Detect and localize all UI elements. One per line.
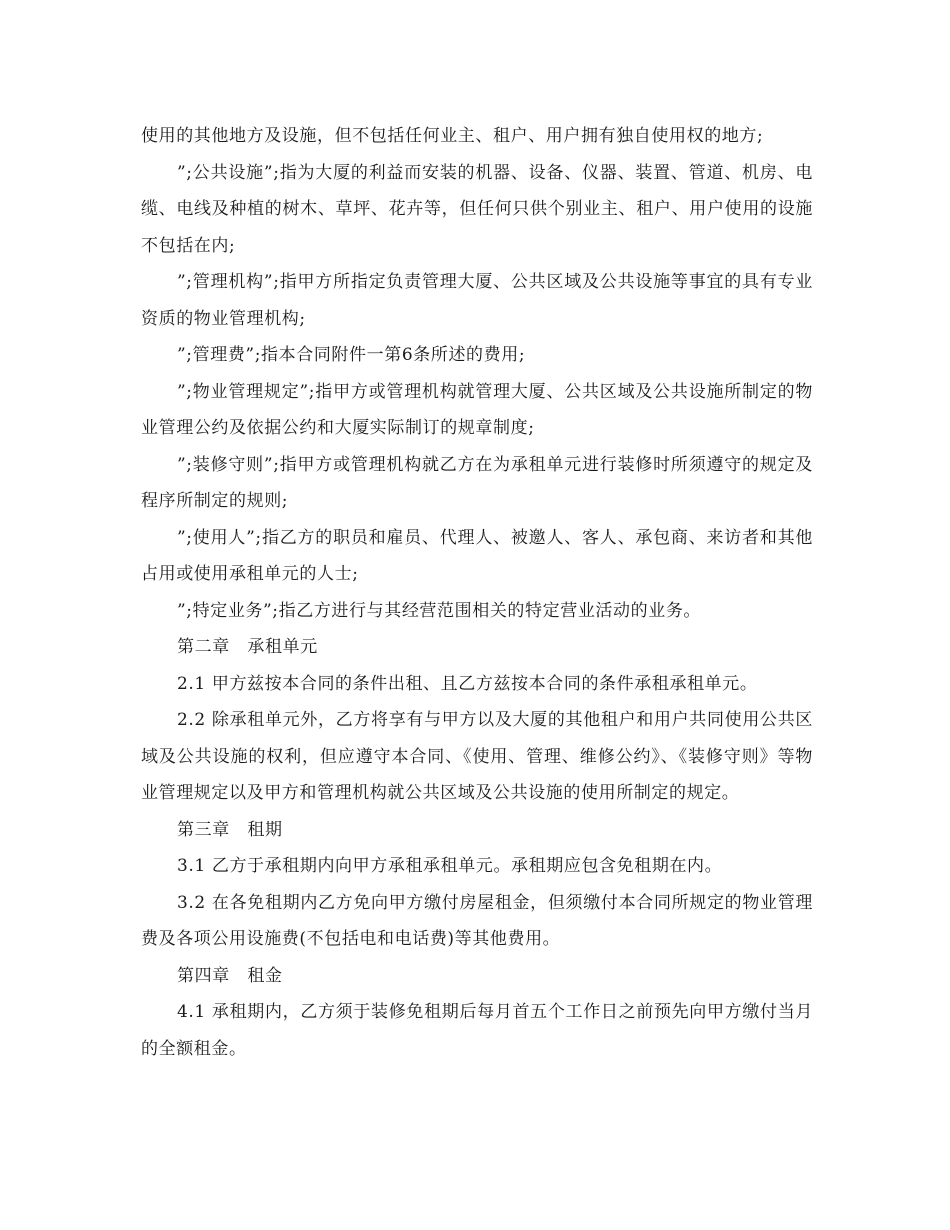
chapter-heading: 第三章 租期	[177, 819, 283, 840]
paragraph: 4.1 承租期内，乙方须于装修免租期后每月首五个工作日之前预先向甲方缴付当月的全额租金。	[141, 1002, 813, 1059]
paragraph: ”;管理费”;指本合同附件一第6条所述的费用;	[177, 345, 526, 365]
paragraph: 使用的其他地方及设施，但不包括任何业主、租户、用户拥有独自使用权的地方;	[141, 126, 764, 146]
paragraph: 2.1 甲方兹按本合同的条件出租、且乙方兹按本合同的条件承租承租单元。	[177, 673, 758, 694]
paragraph: ”;特定业务”;指乙方进行与其经营范围相关的特定营业活动的业务。	[177, 600, 702, 621]
paragraph: ”;物业管理规定”;指甲方或管理机构就管理大厦、公共区域及公共设施所制定的物业管理公约及依据公约和大厦实际制订的规章制度;	[141, 381, 813, 438]
document-body	[141, 118, 813, 1067]
paragraph: 3.2 在各免租期内乙方免向甲方缴付房屋租金，但须缴付本合同所规定的物业管理费及各项公用设施费(不包括电和电话费)等其他费用。	[141, 892, 813, 949]
paragraph: ”;公共设施”;指为大厦的利益而安装的机器、设备、仪器、装置、管道、机房、电缆、电线及种植的树木、草坪、花卉等，但任何只供个别业主、租户、用户使用的设施不包括在内;	[141, 162, 813, 256]
paragraph: ”;装修守则”;指甲方或管理机构就乙方在为承租单元进行装修时所须遵守的规定及程序所制定的规则;	[141, 454, 813, 511]
chapter-heading: 第四章 租金	[177, 965, 283, 986]
paragraph: ”;使用人”;指乙方的职员和雇员、代理人、被邀人、客人、承包商、来访者和其他占用或使用承租单元的人士;	[141, 527, 813, 584]
paragraph: ”;管理机构”;指甲方所指定负责管理大厦、公共区域及公共设施等事宜的具有专业资质的物业管理机构;	[141, 272, 813, 329]
paragraph: 2.2 除承租单元外，乙方将享有与甲方以及大厦的其他租户和用户共同使用公共区域及公共设施的权利，但应遵守本合同、《使用、管理、维修公约》、《装修守则》等物业管理规定以及甲方和管理机构就公共区域及公共设施的使用所制定的规定。	[141, 710, 813, 803]
chapter-heading: 第二章 承租单元	[177, 637, 318, 657]
paragraph: 3.1 乙方于承租期内向甲方承租承租单元。承租期应包含免租期在内。	[177, 856, 723, 876]
